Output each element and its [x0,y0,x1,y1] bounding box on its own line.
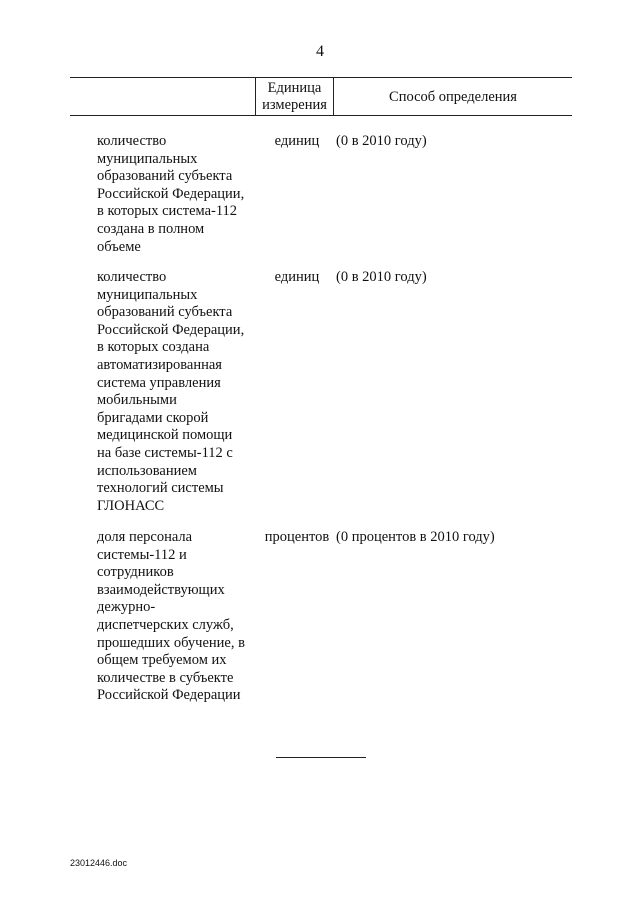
indicator-name-line: количество [97,133,167,149]
indicator-name [97,133,262,256]
indicator-name-line: муниципальных [97,286,198,303]
indicator-name-line: дежурно- [97,599,156,616]
indicator-name-line: количестве в субъекте [97,669,234,686]
header-unit-line-2: измерения [262,97,327,113]
indicator-name-line: в которых система-112 [97,203,238,220]
indicator-name-line: муниципальных [97,150,198,167]
indicator-name-line: образований субъекта [97,168,233,185]
indicator-name-line: общем требуемом их [97,652,227,669]
indicator-name-line: образований субъекта [97,304,233,321]
table-header-bottom-rule [70,115,572,116]
indicator-name-line: Российской Федерации, [97,185,245,202]
indicator-name-line: система управления [97,374,221,391]
indicator-name-line: в которых создана [97,339,210,356]
indicator-name-line: использованием [97,462,197,479]
indicator-name [97,269,262,515]
indicator-name-line: Российской Федерации, [97,321,245,338]
indicator-name-line: доля персонала [97,529,193,545]
footer-filename: 23012446.doc [70,858,128,868]
indicator-name-line: бригадами скорой [97,409,209,426]
indicator-unit: процентов [264,529,330,545]
indicator-name-line: медицинской помощи [97,427,233,444]
indicator-name-line: создана в полном [97,220,205,237]
indicator-name-line: технологий системы [97,480,224,497]
indicator-name-line: количество [97,269,167,285]
indicator-method: (0 в 2010 году) [336,269,427,285]
indicator-name-line: прошедших обучение, в [97,634,245,651]
indicator-name [97,529,262,705]
indicator-name-line: диспетчерских служб, [97,616,234,633]
document-end-line [276,757,366,758]
page-number: 4 [316,43,324,60]
indicator-name-line: мобильными [97,392,177,409]
indicator-method: (0 в 2010 году) [336,133,427,149]
indicator-name-line: объеме [97,238,141,255]
indicator-name-line: автоматизированная [97,356,222,373]
indicator-name-line: сотрудников [97,564,174,581]
indicator-name-line: взаимодействующих [97,581,225,598]
indicator-name-line: системы-112 и [97,546,187,563]
indicator-name-line: на базе системы-112 с [97,444,233,461]
indicator-name-line: ГЛОНАСС [97,497,165,514]
indicator-unit: единиц [274,133,320,149]
indicator-name-line: Российской Федерации [97,687,241,704]
header-method: Способ определения [389,89,517,105]
indicator-unit: единиц [274,269,320,285]
indicator-method: (0 процентов в 2010 году) [336,529,495,545]
header-unit-line-1: Единица [267,80,322,96]
table-top-rule [70,77,572,78]
header-unit [256,80,333,114]
